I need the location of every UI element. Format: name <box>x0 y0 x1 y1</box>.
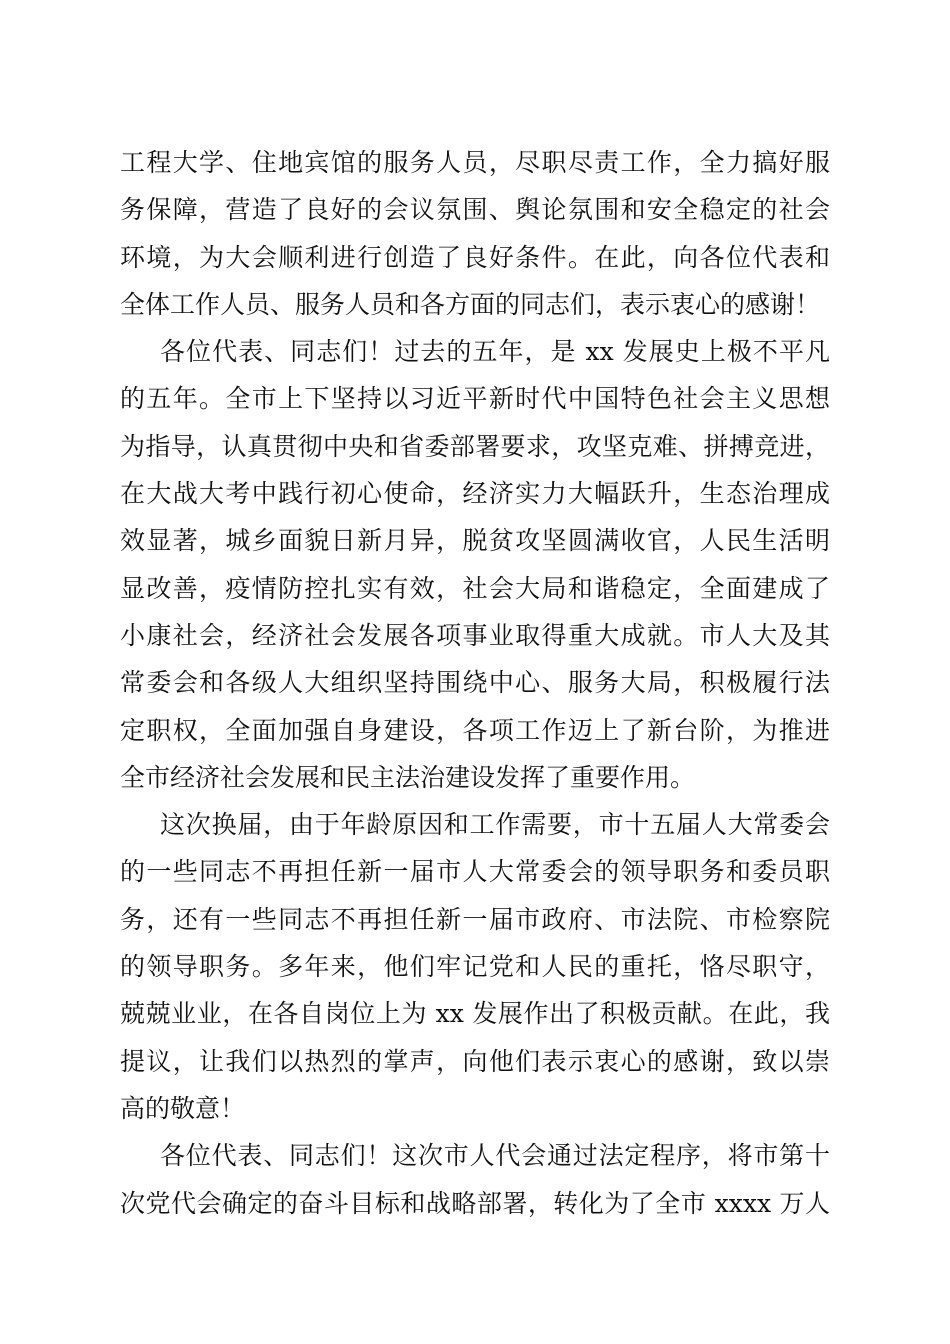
text-line: 小康社会，经济社会发展各项事业取得重大成就。市人大及其 <box>120 620 830 650</box>
text-line: 全市经济社会发展和民主法治建设发挥了重要作用。 <box>120 762 696 792</box>
text-line: 环境，为大会顺利进行创造了良好条件。在此，向各位代表和 <box>120 242 830 272</box>
text-line: 的五年。全市上下坚持以习近平新时代中国特色社会主义思想 <box>120 384 830 414</box>
text-line: 务保障，营造了良好的会议氛围、舆论氛围和安全稳定的社会 <box>120 195 830 225</box>
text-line: 务，还有一些同志不再担任新一届市政府、市法院、市检察院 <box>120 904 830 934</box>
text-line: 工程大学、住地宾馆的服务人员，尽职尽责工作，全力搞好服 <box>120 148 830 177</box>
text-line: 各位代表、同志们！这次市人代会通过法定程序，将市第十 <box>160 1141 830 1171</box>
text-line: 常委会和各级人大组织坚持围绕中心、服务大局，积极履行法 <box>120 668 830 698</box>
text-line: 的一些同志不再担任新一届市人大常委会的领导职务和委员职 <box>120 857 830 887</box>
text-line: 为指导，认真贯彻中央和省委部署要求，攻坚克难、拼搏竞进， <box>120 431 830 461</box>
document-body <box>120 139 830 1227</box>
text-line: 在大战大考中践行初心使命，经济实力大幅跃升，生态治理成 <box>120 479 830 509</box>
text-line: 各位代表、同志们！过去的五年，是 xx 发展史上极不平凡 <box>160 337 830 367</box>
text-line: 兢兢业业，在各自岗位上为 xx 发展作出了积极贡献。在此，我 <box>120 999 830 1029</box>
text-line: 显改善，疫情防控扎实有效，社会大局和谐稳定，全面建成了 <box>120 573 830 603</box>
text-line: 提议，让我们以热烈的掌声，向他们表示衷心的感谢，致以崇 <box>120 1046 830 1076</box>
text-line: 的领导职务。多年来，他们牢记党和人民的重托，恪尽职守， <box>120 952 830 982</box>
text-line: 效显著，城乡面貌日新月异，脱贫攻坚圆满收官，人民生活明 <box>120 526 830 556</box>
text-line: 全体工作人员、服务人员和各方面的同志们，表示衷心的感谢！ <box>120 289 821 319</box>
text-line: 这次换届，由于年龄原因和工作需要，市十五届人大常委会 <box>160 810 830 840</box>
text-line: 定职权，全面加强自身建设，各项工作迈上了新台阶，为推进 <box>120 715 830 745</box>
text-line: 次党代会确定的奋斗目标和战略部署，转化为了全市 xxxx 万人 <box>120 1188 830 1218</box>
text-line: 高的敬意！ <box>120 1093 246 1123</box>
